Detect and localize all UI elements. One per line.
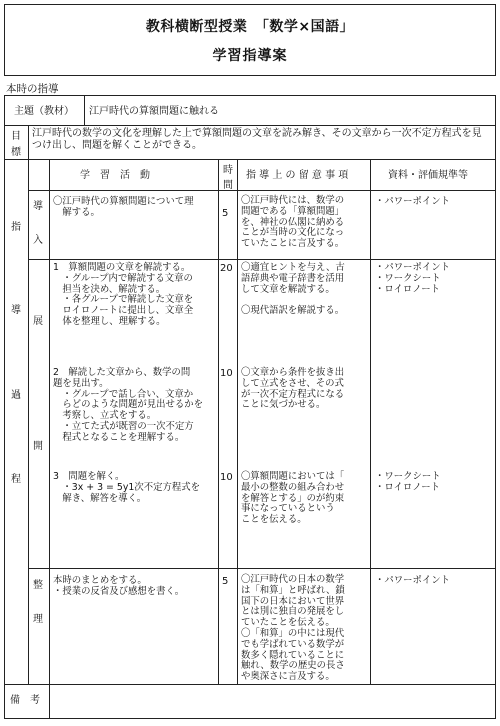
dev-activity-2: 2 解読した文章から、数学の問 題を見出す。 ・グループで話し合い、文章か らどのような問題が見出せるかを 考察し、立式をする。 ・立てた式が既習の一次不定方 程式となることを理解する。: [53, 367, 204, 443]
intro-activity: 〇江戸時代の算額問題について理 解する。: [53, 196, 194, 218]
dev-activity-3: 3 問題を解く。 ・3x + 3 = 5y1次不定方程式を 解き、解答を導く。: [53, 471, 200, 504]
summary-notes: 〇江戸時代の日本の数学 は「和算」と呼ばれ、鎖 国下の日本において世界 とは別に独自の発展をし ていたことを伝える。 〇「和算」の中には現代 でも学ばれている数学が 数多く隠れていることに 触れ、数学の歴史の長さ や奥深さに言及する。: [241, 574, 345, 683]
topic-label: 主題（教材）: [14, 106, 74, 117]
dev-time-3: 10: [220, 472, 233, 483]
intro-time: 5: [222, 208, 229, 219]
side-label-2: 導: [11, 305, 21, 316]
page-subtitle: 学習指導案: [212, 48, 288, 64]
dev-materials-3: ・ワークシート ・ロイロノート: [375, 471, 441, 493]
remarks-label: 備 考: [10, 695, 40, 706]
dev-time-2: 10: [220, 368, 233, 379]
goal-text: 江戸時代の数学の文化を理解した上で算額問題の文章を読み解き、その文章から一次不定方程式を見つけ出し、問題を解くことができる。: [32, 128, 482, 151]
title-box: [4, 4, 496, 76]
goal-label-1: 目: [11, 131, 21, 142]
dev-notes-3: 〇算額問題においては「 最小の整数の組み合わせ を解答とする」のが約束 事になっているという ことを伝える。: [241, 471, 345, 526]
phase-intro-label-2: 入: [33, 235, 43, 246]
header-time-2: 間: [223, 180, 233, 191]
summary-activity: 本時のまとめをする。 ・授業の反省及び感想を書く。: [53, 575, 185, 597]
phase-dev-label-2: 開: [33, 441, 43, 452]
intro-notes: 〇江戸時代には、数学の 問題である「算額問題」 を、神社の仏閣に納める ことが当時の文化になっ ていたことに言及する。: [241, 195, 345, 250]
dev-time-1: 20: [220, 263, 233, 274]
dev-notes-2: 〇文章から条件を抜き出 して立式をさせ、その式 が一次不定方程式になる ことに気づかせる。: [241, 367, 345, 411]
phase-summary-label-2: 理: [33, 614, 43, 625]
goal-label-2: 標: [11, 147, 21, 158]
dev-materials-1: ・パワーポイント ・ワークシート ・ロイロノート: [375, 262, 451, 295]
header-materials: 資料・評価規準等: [388, 170, 468, 181]
phase-dev-label-1: 展: [33, 316, 43, 327]
header-activity: 学 習 活 動: [80, 170, 150, 181]
topic-value: 江戸時代の算額問題に触れる: [89, 106, 219, 117]
phase-summary-label-1: 整: [33, 580, 43, 591]
header-notes: 指 導 上 の 留 意 事 項: [246, 170, 349, 181]
header-time-1: 時: [223, 165, 233, 176]
page-title: 教科横断型授業 「数学×国語」: [145, 19, 355, 35]
phase-intro-label-1: 導: [33, 201, 43, 212]
summary-materials: ・パワーポイント: [375, 575, 451, 586]
side-label-4: 程: [11, 474, 21, 485]
side-label-3: 過: [11, 390, 21, 401]
dev-activity-1: 1 算額問題の文章を解読する。 ・グループ内で解読する文章の 担当を決め、解読する。 ・各グループで解読した文章を ロイロノートに提出し、文章全 体を整理し、理解する。: [53, 262, 194, 327]
section-label: 本時の指導: [6, 83, 59, 95]
side-label-1: 指: [11, 222, 21, 233]
dev-notes-1: 〇適宜ヒントを与え、古 語辞典や電子辞書を活用 して文章を解読する。 〇現代語訳を解説する。: [241, 262, 345, 317]
intro-materials: ・パワーポイント: [375, 196, 451, 207]
summary-time: 5: [222, 576, 229, 587]
